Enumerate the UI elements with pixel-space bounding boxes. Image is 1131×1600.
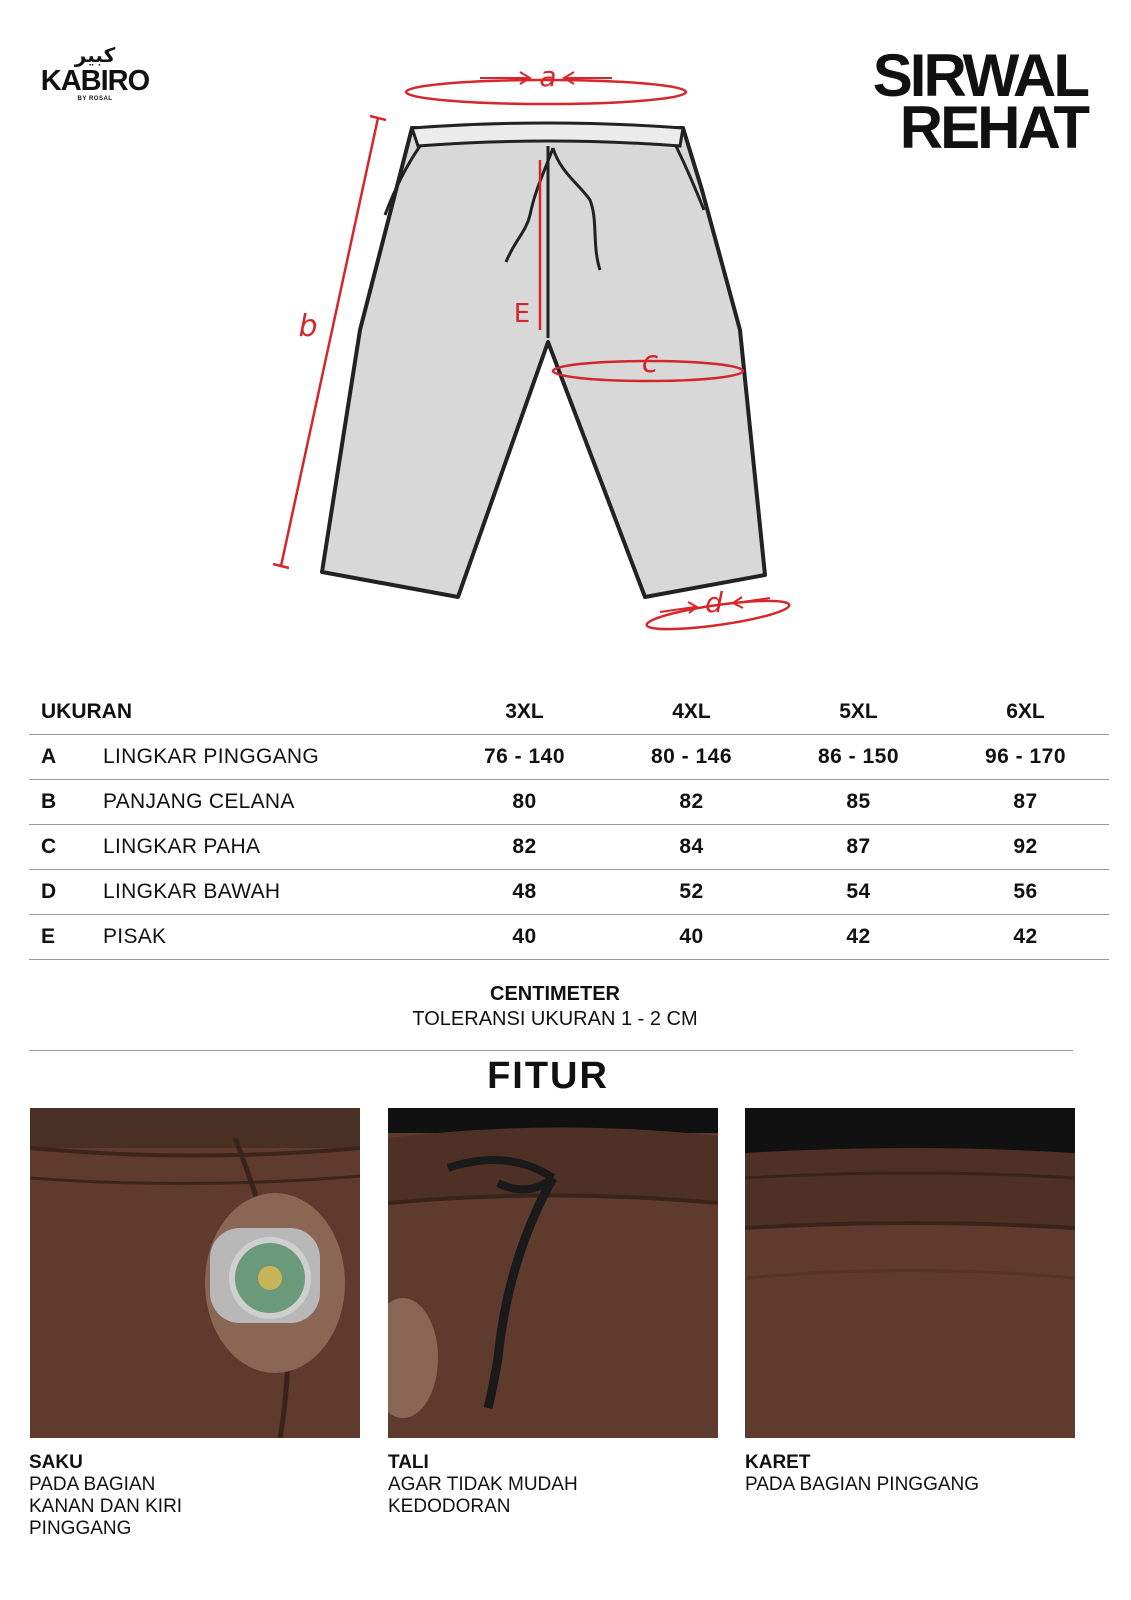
size-header-5xl: 5XL [775,690,942,735]
row-value: 42 [775,915,942,960]
feature-pocket-desc-3: PINGGANG [29,1518,132,1539]
row-value: 82 [441,825,608,870]
row-name: LINGKAR PINGGANG [103,735,441,780]
feature-pocket-desc-1: PADA BAGIAN [29,1474,156,1495]
row-name: PISAK [103,915,441,960]
row-value: 80 - 146 [608,735,775,780]
brand-name: KABIRO [40,65,150,97]
measure-d-label: d [705,586,723,619]
row-name: LINGKAR BAWAH [103,870,441,915]
row-value: 52 [608,870,775,915]
row-value: 40 [441,915,608,960]
row-value: 82 [608,780,775,825]
feature-elastic-desc-1: PADA BAGIAN PINGGANG [745,1474,980,1495]
brand-byline: BY ROSAL [77,96,113,102]
feature-drawstring-desc-2: KEDODORAN [388,1496,511,1517]
row-value: 48 [441,870,608,915]
feature-drawstring-desc-1: AGAR TIDAK MUDAH [388,1474,578,1495]
size-header-3xl: 3XL [441,690,608,735]
brand-logo [30,44,160,102]
size-header-6xl: 6XL [942,690,1109,735]
row-value: 56 [942,870,1109,915]
measure-a-label: a [539,60,557,93]
table-row [29,735,1109,780]
row-value: 42 [942,915,1109,960]
row-value: 86 - 150 [775,735,942,780]
feature-drawstring-title: TALI [388,1452,429,1473]
row-value: 40 [608,915,775,960]
row-value: 54 [775,870,942,915]
table-row [29,870,1109,915]
row-value: 87 [942,780,1109,825]
feature-pocket-desc-2: KANAN DAN KIRI [29,1496,183,1517]
pants-diagram [250,50,830,650]
row-value: 80 [441,780,608,825]
feature-elastic-title: KARET [745,1452,811,1473]
feature-pocket-title: SAKU [29,1452,83,1473]
row-value: 84 [608,825,775,870]
brand-arabic: كبير [74,43,116,67]
row-name: PANJANG CELANA [103,780,441,825]
size-table [29,690,1109,960]
row-value: 76 - 140 [441,735,608,780]
row-code: A [29,735,103,780]
unit-note: CENTIMETER [490,983,620,1005]
row-code: E [29,915,103,960]
measure-c-label: c [641,345,659,380]
tolerance-note: TOLERANSI UKURAN 1 - 2 CM [412,1008,698,1030]
measure-e-label: E [513,299,531,329]
size-header-label: UKURAN [29,690,441,735]
size-table-header [29,690,1109,735]
table-row [29,780,1109,825]
row-value: 85 [775,780,942,825]
row-code: C [29,825,103,870]
product-title [872,42,1087,161]
features-title: FITUR [487,1055,609,1097]
row-value: 87 [775,825,942,870]
feature-photo-pocket [30,1108,360,1438]
section-divider [29,1050,1073,1051]
measure-b-label: b [298,309,318,344]
feature-elastic [745,1452,1085,1496]
row-value: 96 - 170 [942,735,1109,780]
row-code: B [29,780,103,825]
product-title-line2: REHAT [899,94,1087,161]
table-row [29,825,1109,870]
row-value: 92 [942,825,1109,870]
table-row [29,915,1109,960]
feature-photo-drawstring [388,1108,718,1438]
size-header-4xl: 4XL [608,690,775,735]
feature-drawstring [388,1452,728,1518]
feature-photo-elastic [745,1108,1075,1438]
row-name: LINGKAR PAHA [103,825,441,870]
row-code: D [29,870,103,915]
feature-pocket [29,1452,369,1540]
product-title-line1: SIRWAL [872,42,1087,109]
